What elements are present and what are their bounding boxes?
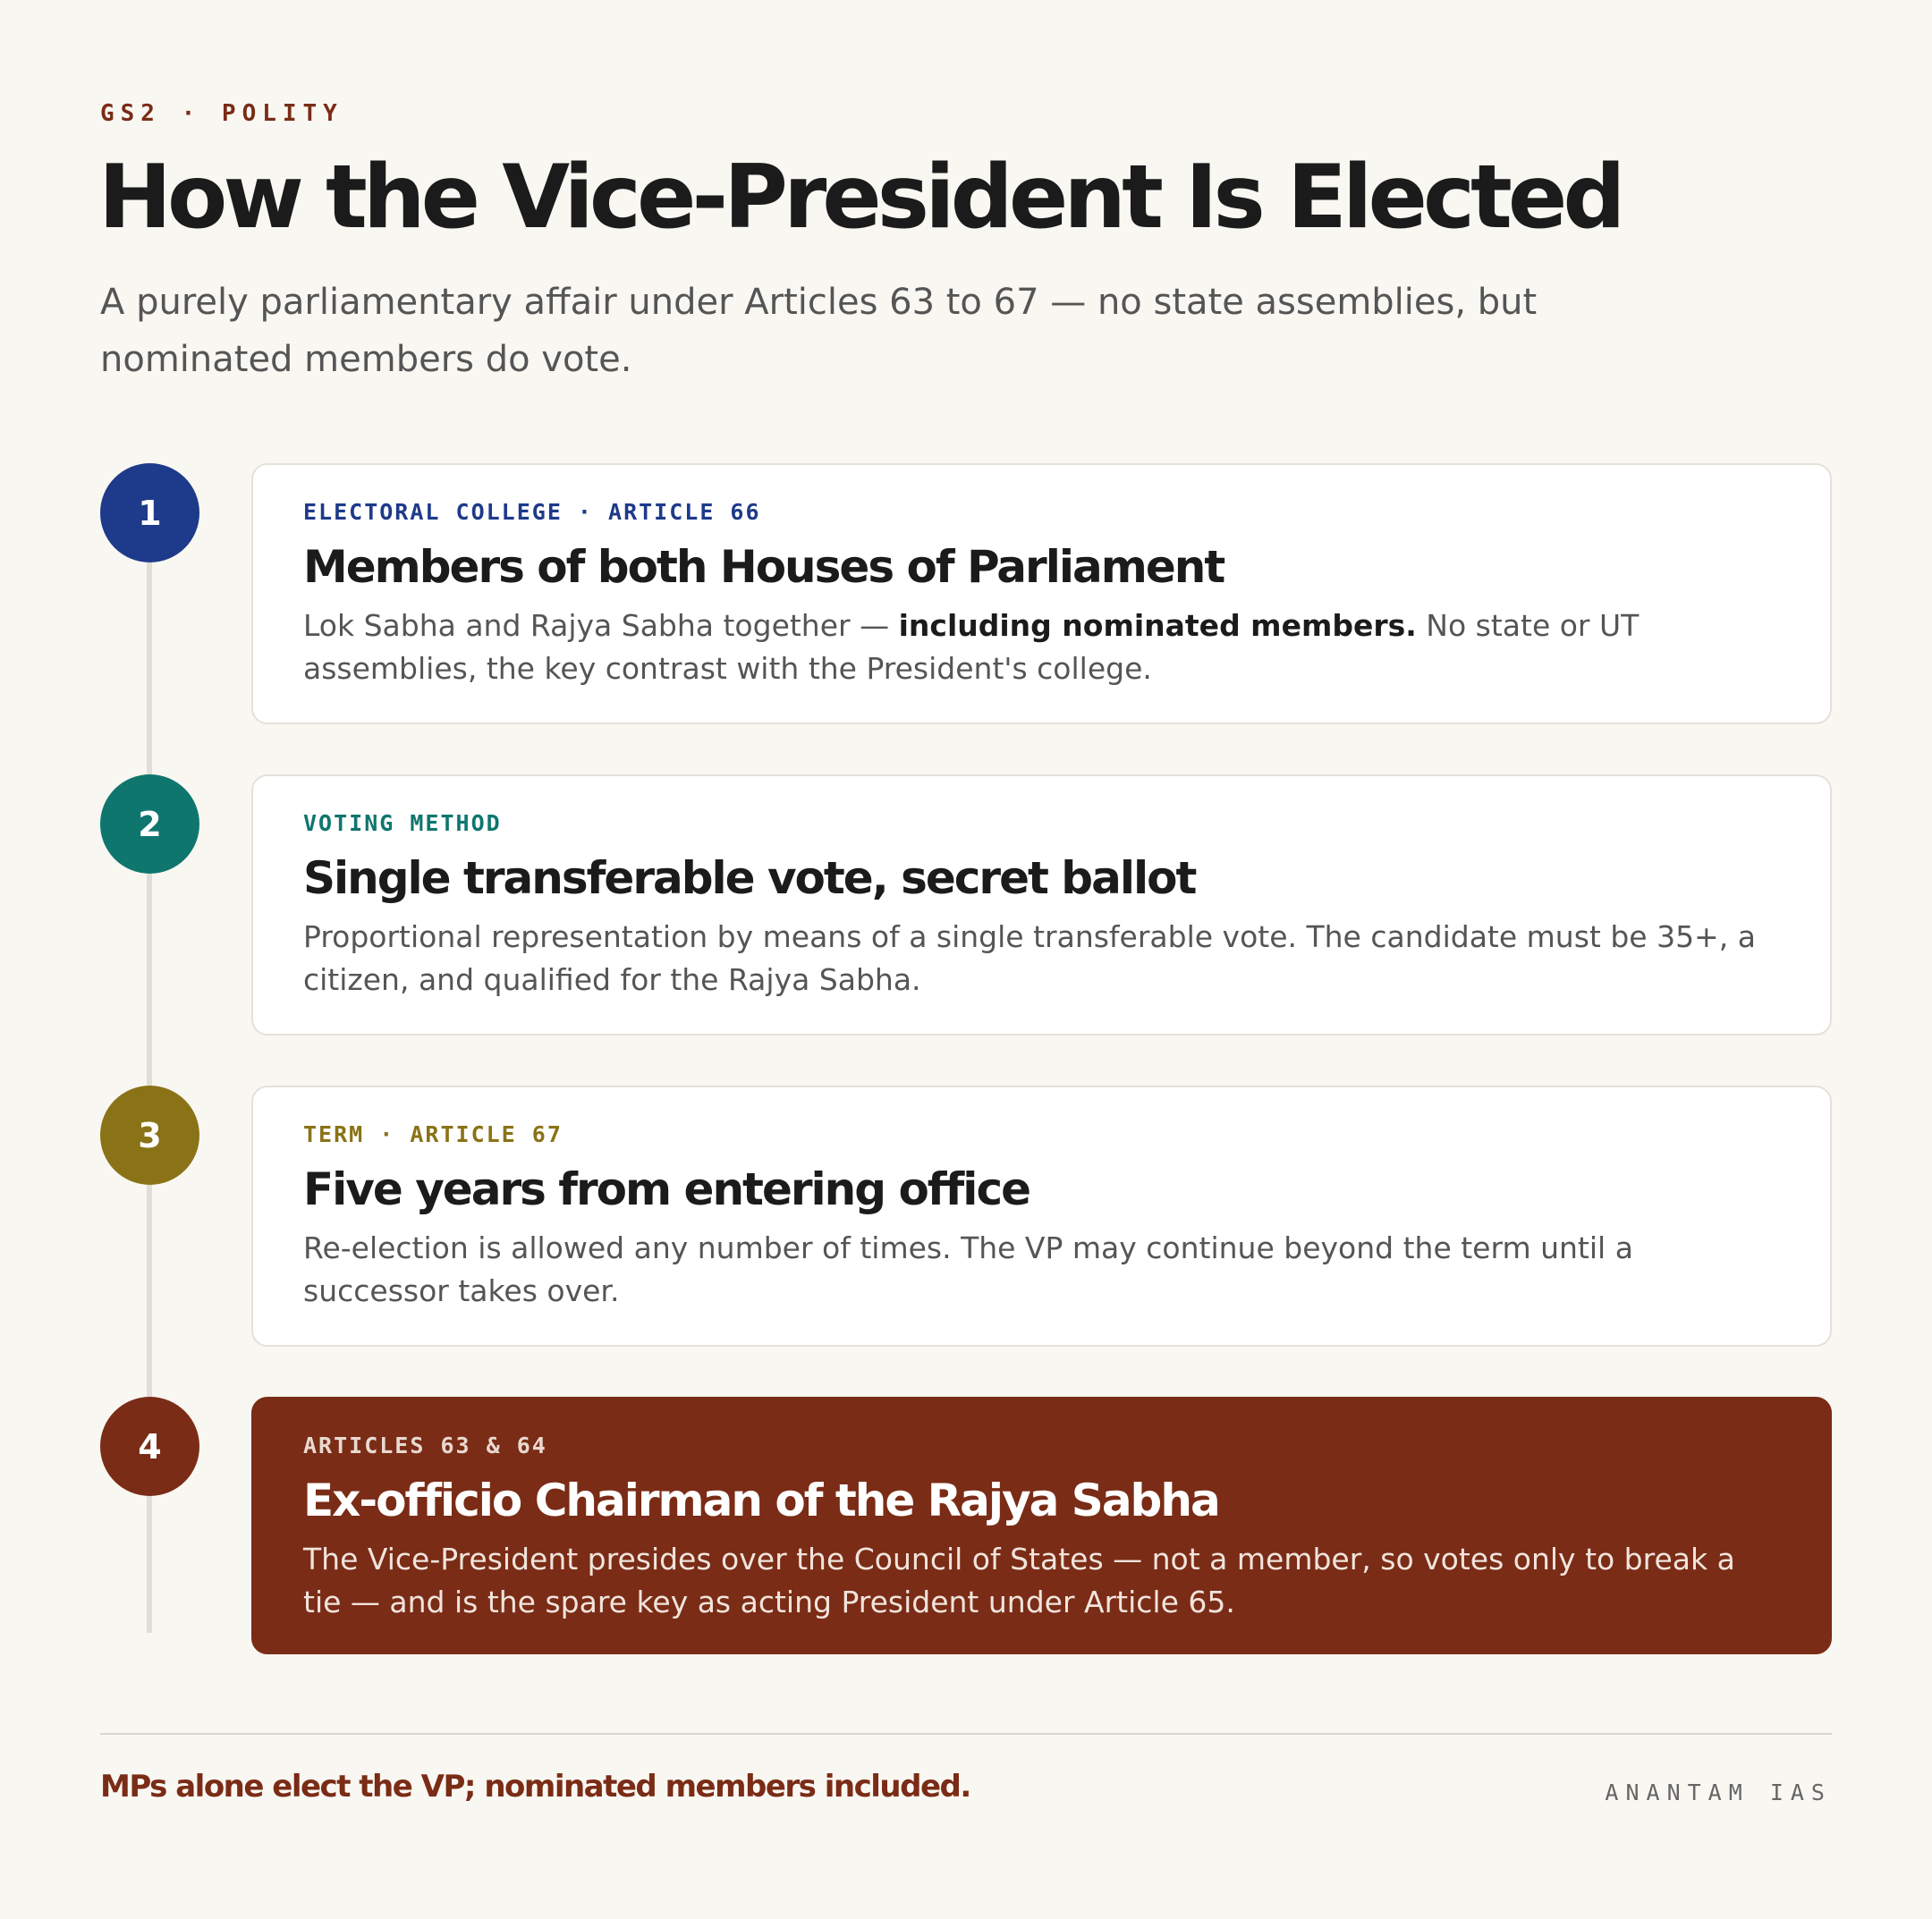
section-kicker: GS2 · POLITY	[100, 100, 343, 127]
step-body: Proportional representation by means of a single transferable vote. The candidate must be 35+, a citizen, and qualified for the Rajya Sabha.	[303, 919, 1756, 997]
step-heading: Five years from entering office	[303, 1163, 1030, 1215]
footer-takeaway: MPs alone elect the VP; nominated members included.	[100, 1769, 970, 1805]
step-label: ELECTORAL COLLEGE · ARTICLE 66	[303, 499, 761, 525]
step-heading: Ex-officio Chairman of the Rajya Sabha	[303, 1475, 1219, 1526]
step-card-chairman	[251, 1397, 1832, 1654]
step-heading: Members of both Houses of Parliament	[303, 541, 1224, 593]
step-body-emphasis: including nominated members.	[898, 608, 1417, 643]
step-number-badge: 4	[100, 1397, 199, 1496]
brand-name: ANANTAM IAS	[1605, 1780, 1832, 1805]
step-number-badge: 3	[100, 1086, 199, 1185]
step-body: The Vice-President presides over the Council of States — not a member, so votes only to break a tie — and is the spare key as acting President under Article 65.	[303, 1542, 1735, 1619]
step-body: Re-election is allowed any number of times. The VP may continue beyond the term until a successor takes over.	[303, 1230, 1633, 1308]
step-body	[303, 604, 1780, 690]
page-subtitle: A purely parliamentary affair under Articles 63 to 67 — no state assemblies, but nominated members do vote.	[100, 282, 1538, 380]
page-title: How the Vice-President Is Elected	[98, 147, 1622, 249]
step-label: VOTING METHOD	[303, 810, 502, 836]
step-label: ARTICLES 63 & 64	[303, 1433, 547, 1458]
step-number-badge: 1	[100, 463, 199, 562]
step-card-term	[251, 1086, 1832, 1347]
step-body-text: No state or UT assemblies, the key contrast with the President's college.	[303, 608, 1640, 686]
step-heading: Single transferable vote, secret ballot	[303, 852, 1196, 904]
footer-divider	[100, 1733, 1832, 1735]
step-card-electoral-college	[251, 463, 1832, 724]
step-label: TERM · ARTICLE 67	[303, 1121, 563, 1147]
step-body-text: Lok Sabha and Rajya Sabha together —	[303, 608, 899, 643]
step-number-badge: 2	[100, 774, 199, 874]
step-card-voting-method	[251, 774, 1832, 1036]
